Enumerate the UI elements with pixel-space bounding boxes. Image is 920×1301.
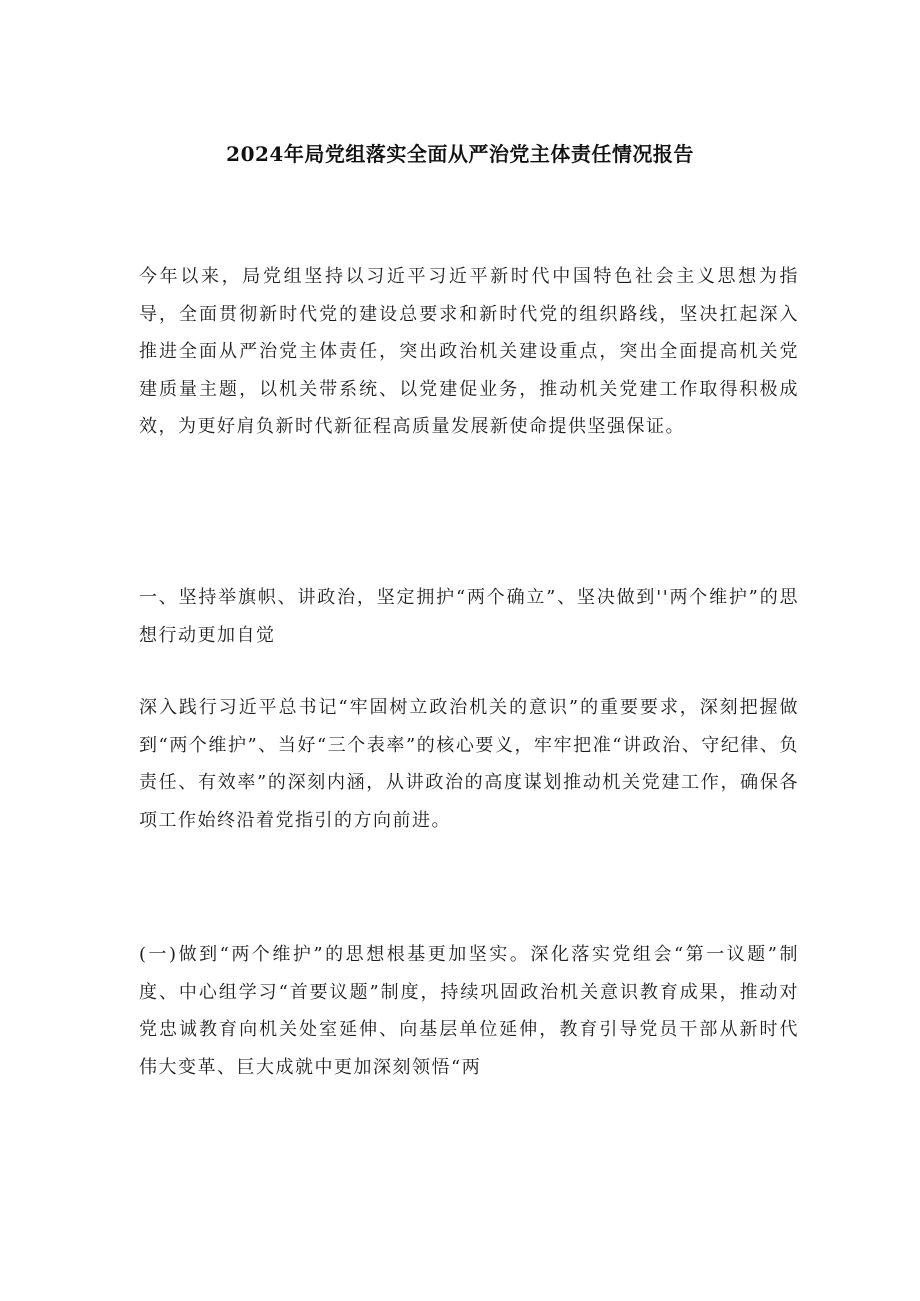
document-title: 2024年局党组落实全面从严治党主体责任情况报告 bbox=[226, 142, 694, 166]
section-1-paragraph: 深入践行习近平总书记“牢固树立政治机关的意识”的重要要求，深刻把握做到“两个维护”、当好“三个表率”的核心要义，牢牢把准“讲政治、守纪律、负责任、有效率”的深刻内涵，从讲政治的高度谋划推动机关党建工作，确保各项工作始终沿着党指引的方向前进。 bbox=[139, 697, 799, 831]
section-heading-1: 一、坚持举旗帜、讲政治，坚定拥护“两个确立”、坚决做到''两个维护”的思想行动更加自觉 bbox=[139, 587, 799, 646]
intro-paragraph: 今年以来，局党组坚持以习近平习近平新时代中国特色社会主义思想为指导，全面贯彻新时代党的建设总要求和新时代党的组织路线，坚决扛起深入推进全面从严治党主体责任，突出政治机关建设重点，突出全面提高机关党建质量主题，以机关带系统、以党建促业务，推动机关党建工作取得积极成效，为更好肩负新时代新征程高质量发展新使命提供坚强保证。 bbox=[139, 266, 799, 437]
subsection-1-paragraph: (一)做到“两个维护”的思想根基更加坚实。深化落实党组会“第一议题”制度、中心组学习“首要议题”制度，持续巩固政治机关意识教育成果，推动对党忠诚教育向机关处室延伸、向基层单位延伸，教育引导党员干部从新时代伟大变革、巨大成就中更加深刻领悟“两 bbox=[139, 944, 799, 1078]
